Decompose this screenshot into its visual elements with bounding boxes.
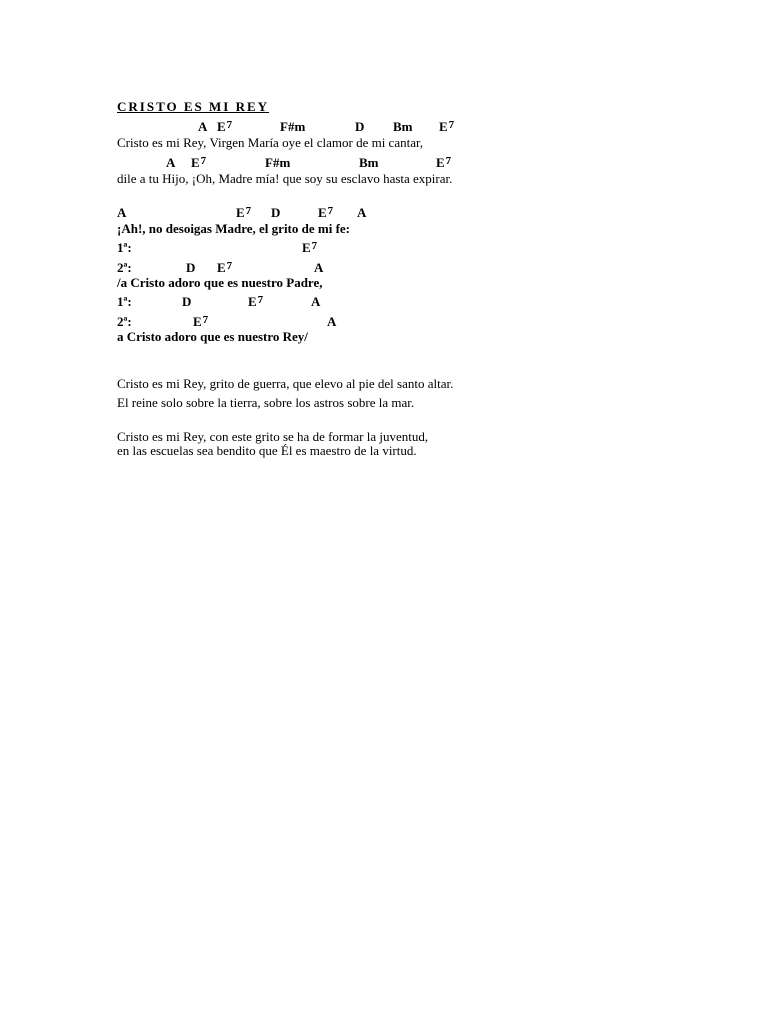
chord: D [355,119,365,134]
verse-line: Cristo es mi Rey, grito de guerra, que elevo al pie del santo altar. [117,376,454,391]
lyric-line: /a Cristo adoro que es nuestro Padre, [117,275,323,290]
lyric-line: a Cristo adoro que es nuestro Rey/ [117,329,308,344]
chord: F#m [265,155,291,170]
chord: $E^7$ [193,314,209,329]
chord: A [357,205,367,220]
chord: A [117,205,127,220]
chord: $E^7$ [436,155,452,170]
chord: $E^7$ [191,155,207,170]
chord: $E^7$ [248,294,264,309]
chord: $E^7$ [302,240,318,255]
chord: A [314,260,324,275]
verse-line: en las escuelas sea bendito que Él es maestro de la virtud. [117,443,417,458]
chord: D [186,260,196,275]
chord: A [327,314,337,329]
repeat-label: 2ª: [117,260,132,275]
chord: $E^7$ [236,205,252,220]
chord: $E^7$ [318,205,334,220]
chord: D [182,294,192,309]
repeat-label: 1ª: [117,294,132,309]
chord: D [271,205,281,220]
chord: F#m [280,119,306,134]
repeat-label: 1ª: [117,240,132,255]
chord: Bm [393,119,413,134]
chord: A [166,155,176,170]
chord: $E^7$ [217,119,233,134]
lyric-line: dile a tu Hijo, ¡Oh, Madre mía! que soy su esclavo hasta expirar. [117,171,453,186]
lyric-line: ¡Ah!, no desoigas Madre, el grito de mi fe: [117,221,351,236]
song-title: CRISTO ES MI REY [117,99,270,114]
chord: Bm [359,155,379,170]
repeat-label: 2ª: [117,314,132,329]
chord: A [311,294,321,309]
chord: $E^7$ [439,119,455,134]
verse-line: El reine solo sobre la tierra, sobre los astros sobre la mar. [117,395,415,410]
verse-line: Cristo es mi Rey, con este grito se ha de formar la juventud, [117,429,429,444]
chord: $E^7$ [217,260,233,275]
lyric-line: Cristo es mi Rey, Virgen María oye el clamor de mi cantar, [117,135,424,150]
chord: A [198,119,208,134]
